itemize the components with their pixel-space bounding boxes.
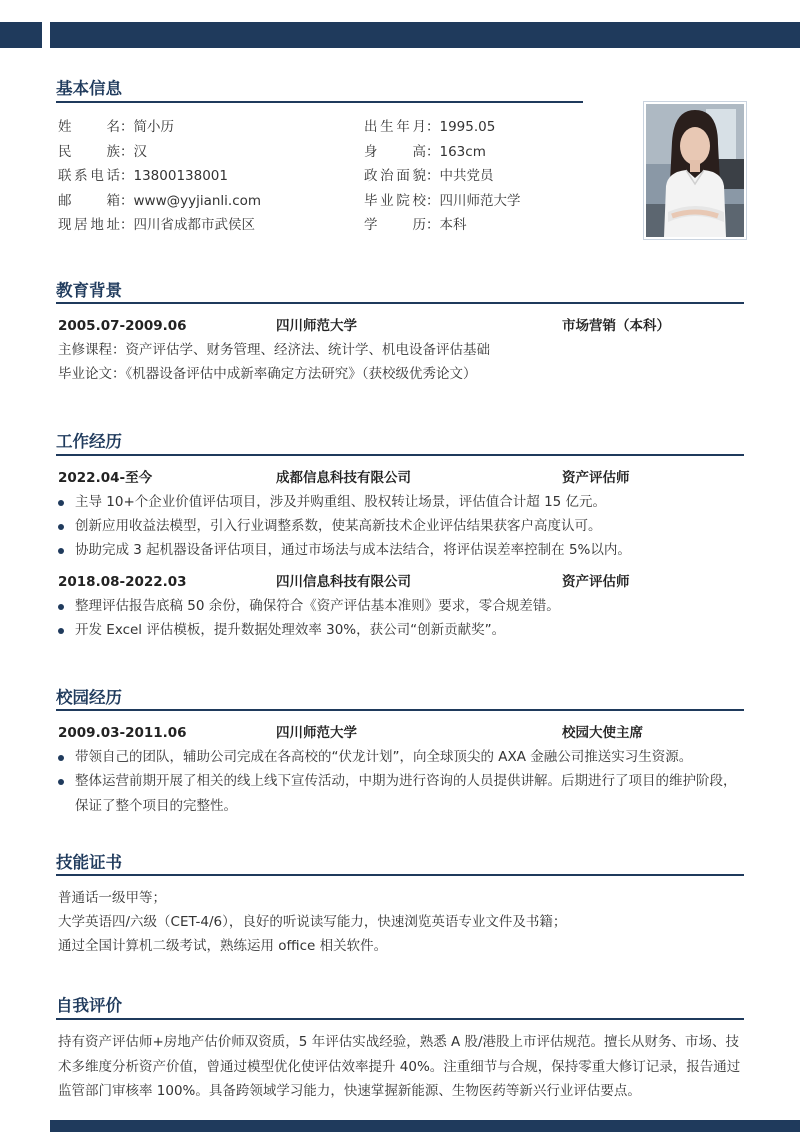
education-header <box>56 316 746 336</box>
education-school: 四川师范大学 <box>276 318 357 334</box>
bullet-icon <box>58 548 64 554</box>
campus-role: 校园大使主席 <box>562 725 643 741</box>
list-item: 协助完成 3 起机器设备评估项目，通过市场法与成本法结合，将评估误差率控制在 5%以内。 <box>58 538 748 563</box>
field-value: ：汉 <box>120 143 147 160</box>
header-bar-right <box>50 22 800 48</box>
skill-item: 通过全国计算机二级考试，熟练运用 office 相关软件。 <box>58 938 388 954</box>
bullet-icon <box>58 628 64 634</box>
section-divider-self <box>56 1018 744 1020</box>
list-item: 整理评估报告底稿 50 余份，确保符合《资产评估基本准则》要求，零合规差错。 <box>58 594 748 619</box>
field-label: 民族 <box>58 143 120 160</box>
field-label: 联系电话 <box>58 168 120 184</box>
section-title-work: 工作经历 <box>56 432 122 451</box>
basic-info-row <box>58 117 261 142</box>
header-bar-left <box>0 22 42 48</box>
footer-bar <box>50 1120 800 1132</box>
education-thesis: 毕业论文：《机器设备评估中成新率确定方法研究》（获校级优秀论文） <box>58 366 477 382</box>
basic-info-row <box>364 117 521 142</box>
basic-info-right <box>364 117 521 240</box>
list-item: 创新应用收益法模型，引入行业调整系数，使某高新技术企业评估结果获客户高度认可。 <box>58 514 748 539</box>
work-company: 四川信息科技有限公司 <box>276 574 411 590</box>
basic-info-row <box>58 191 261 216</box>
section-title-basic: 基本信息 <box>56 79 122 98</box>
basic-info-row <box>58 215 261 240</box>
basic-info-row <box>364 215 521 240</box>
field-label: 毕业院校 <box>364 192 426 209</box>
bullet-icon <box>58 755 64 761</box>
bullet-icon <box>58 779 64 785</box>
field-label: 姓名 <box>58 119 120 135</box>
field-label: 学历 <box>364 217 426 233</box>
field-value: ：www@yyjianli.com <box>120 192 262 209</box>
work-date: 2022.04-至今 <box>58 470 153 486</box>
section-divider-skills <box>56 874 744 876</box>
basic-info-row <box>364 191 521 216</box>
list-item: 带领自己的团队，辅助公司完成在各高校的“伏龙计划”，向全球顶尖的 AXA 金融公司推送实习生资源。 <box>58 745 748 770</box>
field-value: ：简小历 <box>120 119 174 135</box>
work-company: 成都信息科技有限公司 <box>276 470 411 486</box>
work-role: 资产评估师 <box>562 574 630 590</box>
basic-info-row <box>58 142 261 167</box>
basic-info-row <box>364 166 521 191</box>
section-divider-education <box>56 302 744 304</box>
field-label: 身高 <box>364 143 426 160</box>
list-item: 开发 Excel 评估模板，提升数据处理效率 30%，获公司“创新贡献奖”。 <box>58 618 748 643</box>
basic-info-row <box>364 142 521 167</box>
field-label: 现居地址 <box>58 217 120 233</box>
field-value: ：四川师范大学 <box>426 192 521 209</box>
field-value: ：1995.05 <box>426 119 496 135</box>
section-title-campus: 校园经历 <box>56 688 122 707</box>
section-divider-basic <box>56 101 583 103</box>
field-label: 政治面貌 <box>364 168 426 184</box>
self-evaluation-text: 持有资产评估师+房地产估价师双资质，5 年评估实战经验，熟悉 A 股/港股上市评估规范。擅长从财务、市场、技术多维度分析资产价值，曾通过模型优化使评估效率提升 40%。注重细节与合规，保持零重大修订记录，报告通过监管部门审核率 100%。具备跨领域学习能力，快速掌握新能源、生物医药等新兴行业评估要点。 <box>58 1034 741 1099</box>
basic-info-row <box>58 166 261 191</box>
work-header <box>56 572 746 592</box>
field-value: ：中共党员 <box>426 168 494 184</box>
bullet-icon <box>58 604 64 610</box>
skill-item: 普通话一级甲等； <box>58 890 166 906</box>
section-title-self: 自我评价 <box>56 996 122 1015</box>
list-item: 主导 10+个企业价值评估项目，涉及并购重组、股权转让场景，评估值合计超 15 亿元。 <box>58 490 748 515</box>
section-title-skills: 技能证书 <box>56 853 122 872</box>
education-major: 市场营销（本科） <box>562 318 670 334</box>
field-value: ：四川省成都市武侯区 <box>120 217 255 233</box>
section-divider-work <box>56 454 744 456</box>
education-date: 2005.07-2009.06 <box>58 318 187 334</box>
bullet-icon <box>58 500 64 506</box>
field-label: 邮箱 <box>58 192 120 209</box>
work-role: 资产评估师 <box>562 470 630 486</box>
campus-school: 四川师范大学 <box>276 725 357 741</box>
education-courses: 主修课程：资产评估学、财务管理、经济法、统计学、机电设备评估基础 <box>58 342 490 358</box>
field-value: ：13800138001 <box>120 168 228 184</box>
campus-header <box>56 723 746 743</box>
bullet-icon <box>58 524 64 530</box>
field-label: 出生年月 <box>364 119 426 135</box>
field-value: ：本科 <box>426 217 467 233</box>
work-date: 2018.08-2022.03 <box>58 574 187 590</box>
profile-photo <box>643 101 747 240</box>
work-header <box>56 468 746 488</box>
field-value: ：163cm <box>426 143 486 160</box>
campus-date: 2009.03-2011.06 <box>58 725 187 741</box>
section-divider-campus <box>56 709 744 711</box>
photo-illustration <box>646 104 744 237</box>
basic-info-left <box>58 117 261 240</box>
list-item: 整体运营前期开展了相关的线上线下宣传活动，中期为进行咨询的人员提供讲解。后期进行了项目的维护阶段，保证了整个项目的完整性。 <box>58 769 748 818</box>
section-title-education: 教育背景 <box>56 281 122 300</box>
skill-item: 大学英语四/六级（CET-4/6），良好的听说读写能力，快速浏览英语专业文件及书籍； <box>58 914 567 930</box>
